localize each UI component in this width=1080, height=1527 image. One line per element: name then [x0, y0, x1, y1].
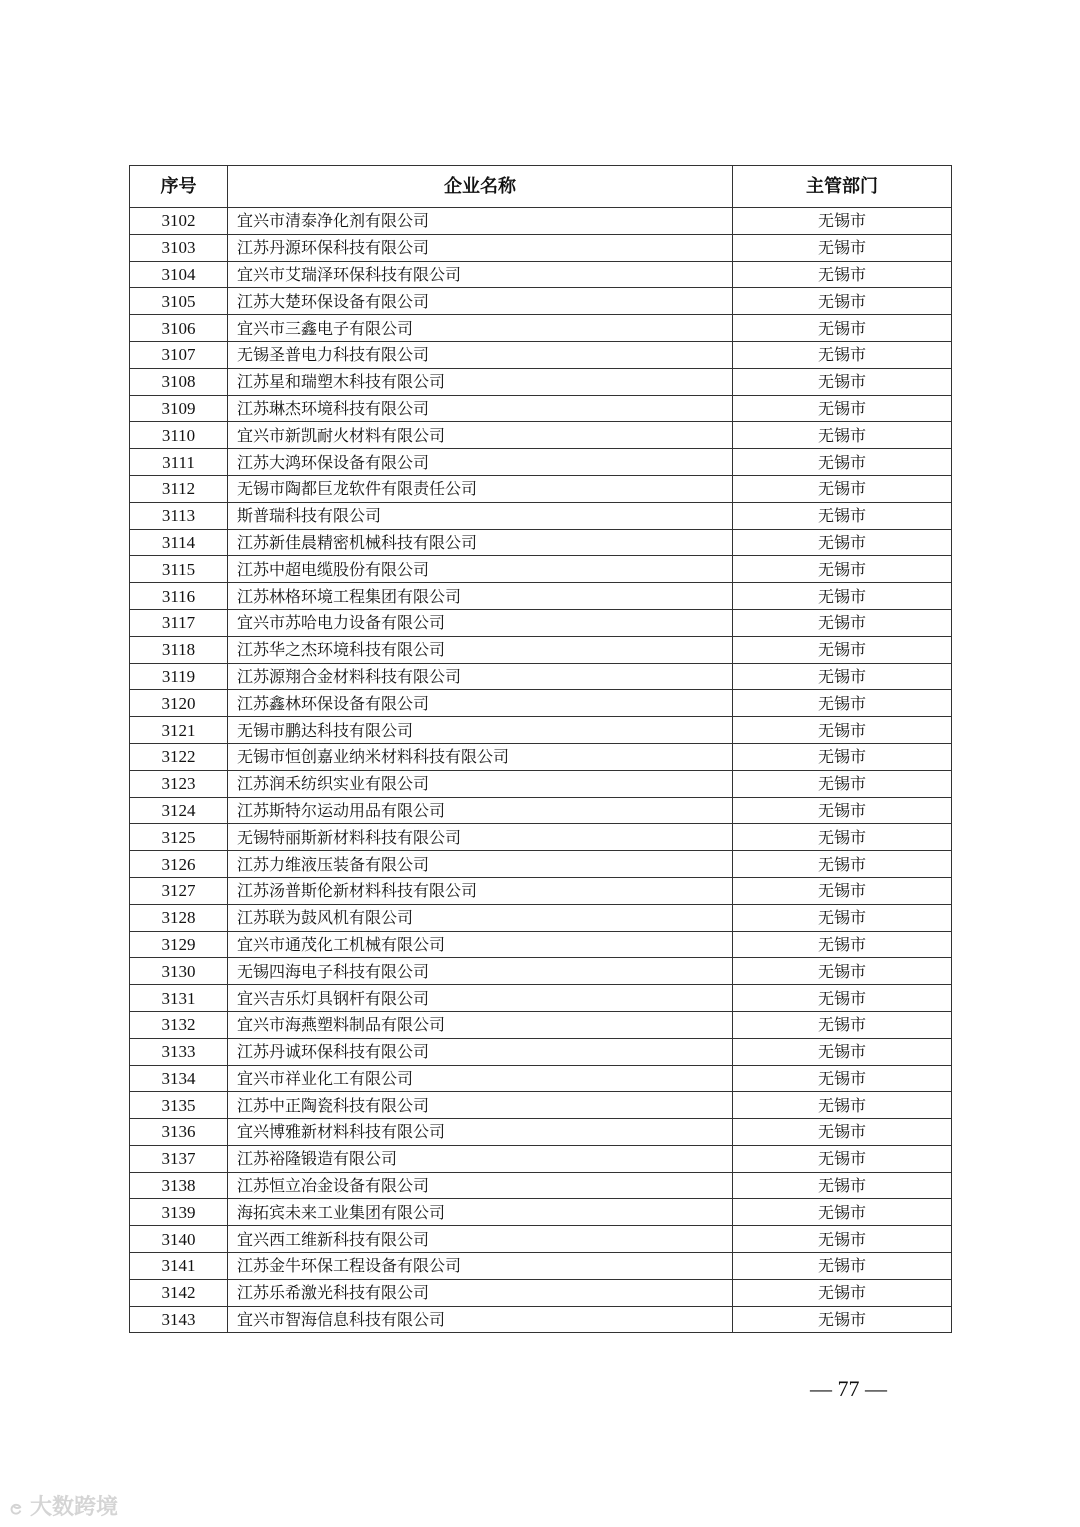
table-row: [130, 770, 952, 797]
department-cell: 无锡市: [733, 529, 952, 556]
company-name-cell: 无锡特丽斯新材料科技有限公司: [228, 824, 733, 851]
company-name-cell: 江苏琳杰环境科技有限公司: [228, 395, 733, 422]
serial-cell: 3140: [130, 1226, 228, 1253]
table-row: [130, 904, 952, 931]
department-cell: 无锡市: [733, 1065, 952, 1092]
serial-cell: 3126: [130, 851, 228, 878]
table-row: [130, 1253, 952, 1280]
company-name-cell: 无锡市鹏达科技有限公司: [228, 717, 733, 744]
department-cell: 无锡市: [733, 475, 952, 502]
serial-cell: 3122: [130, 743, 228, 770]
department-cell: 无锡市: [733, 663, 952, 690]
company-name-cell: 无锡市恒创嘉业纳米材料科技有限公司: [228, 743, 733, 770]
company-name-cell: 无锡圣普电力科技有限公司: [228, 341, 733, 368]
table-row: [130, 556, 952, 583]
serial-cell: 3138: [130, 1172, 228, 1199]
company-name-cell: 江苏丹诚环保科技有限公司: [228, 1038, 733, 1065]
department-cell: 无锡市: [733, 1038, 952, 1065]
company-name-cell: 江苏鑫林环保设备有限公司: [228, 690, 733, 717]
table-row: [130, 1011, 952, 1038]
company-name-cell: 江苏斯特尔运动用品有限公司: [228, 797, 733, 824]
department-cell: 无锡市: [733, 1011, 952, 1038]
department-cell: 无锡市: [733, 583, 952, 610]
table-row: [130, 958, 952, 985]
table-row: [130, 1199, 952, 1226]
department-cell: 无锡市: [733, 958, 952, 985]
table-row: [130, 931, 952, 958]
table-row: [130, 422, 952, 449]
table-row: [130, 315, 952, 342]
department-cell: 无锡市: [733, 609, 952, 636]
department-cell: 无锡市: [733, 449, 952, 476]
department-cell: 无锡市: [733, 208, 952, 235]
company-name-cell: 宜兴博雅新材料科技有限公司: [228, 1119, 733, 1146]
serial-cell: 3102: [130, 208, 228, 235]
department-cell: 无锡市: [733, 743, 952, 770]
header-company-name: 企业名称: [228, 166, 733, 208]
table-row: [130, 475, 952, 502]
department-cell: 无锡市: [733, 261, 952, 288]
table-row: [130, 1172, 952, 1199]
table-row: [130, 208, 952, 235]
company-name-cell: 江苏汤普斯伦新材料科技有限公司: [228, 877, 733, 904]
serial-cell: 3105: [130, 288, 228, 315]
department-cell: 无锡市: [733, 1253, 952, 1280]
company-name-cell: 江苏裕隆锻造有限公司: [228, 1145, 733, 1172]
department-cell: 无锡市: [733, 1145, 952, 1172]
department-cell: 无锡市: [733, 985, 952, 1012]
company-name-cell: 宜兴市祥业化工有限公司: [228, 1065, 733, 1092]
company-name-cell: 宜兴西工维新科技有限公司: [228, 1226, 733, 1253]
serial-cell: 3118: [130, 636, 228, 663]
table-row: [130, 1038, 952, 1065]
watermark-text: 大数跨境: [30, 1495, 119, 1520]
company-name-cell: 无锡四海电子科技有限公司: [228, 958, 733, 985]
department-cell: 无锡市: [733, 395, 952, 422]
table-row: [130, 1119, 952, 1146]
department-cell: 无锡市: [733, 502, 952, 529]
serial-cell: 3135: [130, 1092, 228, 1119]
table-row: [130, 341, 952, 368]
department-cell: 无锡市: [733, 1172, 952, 1199]
table-row: [130, 449, 952, 476]
table-row: [130, 502, 952, 529]
table-row: [130, 395, 952, 422]
department-cell: 无锡市: [733, 556, 952, 583]
serial-cell: 3114: [130, 529, 228, 556]
table-row: [130, 877, 952, 904]
company-name-cell: 江苏新佳晨精密机械科技有限公司: [228, 529, 733, 556]
department-cell: 无锡市: [733, 636, 952, 663]
serial-cell: 3124: [130, 797, 228, 824]
serial-cell: 3143: [130, 1306, 228, 1333]
company-name-cell: 江苏林格环境工程集团有限公司: [228, 583, 733, 610]
serial-cell: 3136: [130, 1119, 228, 1146]
enterprise-table: [129, 165, 952, 1333]
company-name-cell: 海拓宾未来工业集团有限公司: [228, 1199, 733, 1226]
serial-cell: 3109: [130, 395, 228, 422]
company-name-cell: 江苏大楚环保设备有限公司: [228, 288, 733, 315]
serial-cell: 3127: [130, 877, 228, 904]
table-row: [130, 609, 952, 636]
serial-cell: 3134: [130, 1065, 228, 1092]
serial-cell: 3120: [130, 690, 228, 717]
serial-cell: 3125: [130, 824, 228, 851]
company-name-cell: 江苏华之杰环境科技有限公司: [228, 636, 733, 663]
company-name-cell: 江苏丹源环保科技有限公司: [228, 234, 733, 261]
serial-cell: 3113: [130, 502, 228, 529]
table-row: [130, 663, 952, 690]
department-cell: 无锡市: [733, 1279, 952, 1306]
serial-cell: 3121: [130, 717, 228, 744]
department-cell: 无锡市: [733, 341, 952, 368]
header-department: 主管部门: [733, 166, 952, 208]
header-serial: 序号: [130, 166, 228, 208]
table-row: [130, 1065, 952, 1092]
company-name-cell: 宜兴市苏哈电力设备有限公司: [228, 609, 733, 636]
department-cell: 无锡市: [733, 770, 952, 797]
table-row: [130, 717, 952, 744]
company-name-cell: 宜兴市艾瑞泽环保科技有限公司: [228, 261, 733, 288]
serial-cell: 3116: [130, 583, 228, 610]
company-name-cell: 江苏联为鼓风机有限公司: [228, 904, 733, 931]
table-row: [130, 636, 952, 663]
page-number: — 77 —: [810, 1376, 887, 1401]
serial-cell: 3107: [130, 341, 228, 368]
department-cell: 无锡市: [733, 1306, 952, 1333]
table-row: [130, 1092, 952, 1119]
department-cell: 无锡市: [733, 315, 952, 342]
table-row: [130, 1226, 952, 1253]
department-cell: 无锡市: [733, 1092, 952, 1119]
company-name-cell: 宜兴市智海信息科技有限公司: [228, 1306, 733, 1333]
company-name-cell: 宜兴市新凯耐火材料有限公司: [228, 422, 733, 449]
serial-cell: 3130: [130, 958, 228, 985]
table-row: [130, 824, 952, 851]
company-name-cell: 江苏大鸿环保设备有限公司: [228, 449, 733, 476]
serial-cell: 3104: [130, 261, 228, 288]
department-cell: 无锡市: [733, 234, 952, 261]
company-name-cell: 斯普瑞科技有限公司: [228, 502, 733, 529]
serial-cell: 3131: [130, 985, 228, 1012]
table-row: [130, 797, 952, 824]
department-cell: 无锡市: [733, 1199, 952, 1226]
table-row: [130, 1145, 952, 1172]
table-row: [130, 743, 952, 770]
company-name-cell: 江苏润禾纺织实业有限公司: [228, 770, 733, 797]
company-name-cell: 江苏中正陶瓷科技有限公司: [228, 1092, 733, 1119]
department-cell: 无锡市: [733, 690, 952, 717]
company-name-cell: 无锡市陶都巨龙软件有限责任公司: [228, 475, 733, 502]
department-cell: 无锡市: [733, 717, 952, 744]
table-row: [130, 234, 952, 261]
table-row: [130, 690, 952, 717]
company-name-cell: 江苏中超电缆股份有限公司: [228, 556, 733, 583]
company-name-cell: 江苏恒立冶金设备有限公司: [228, 1172, 733, 1199]
department-cell: 无锡市: [733, 931, 952, 958]
serial-cell: 3103: [130, 234, 228, 261]
serial-cell: 3115: [130, 556, 228, 583]
serial-cell: 3117: [130, 609, 228, 636]
serial-cell: 3137: [130, 1145, 228, 1172]
table-row: [130, 1306, 952, 1333]
department-cell: 无锡市: [733, 851, 952, 878]
company-name-cell: 江苏星和瑞塑木科技有限公司: [228, 368, 733, 395]
watermark-logo: [10, 1490, 118, 1525]
table-row: [130, 261, 952, 288]
serial-cell: 3110: [130, 422, 228, 449]
company-name-cell: 宜兴市三鑫电子有限公司: [228, 315, 733, 342]
serial-cell: 3132: [130, 1011, 228, 1038]
serial-cell: 3123: [130, 770, 228, 797]
company-name-cell: 宜兴市通茂化工机械有限公司: [228, 931, 733, 958]
serial-cell: 3141: [130, 1253, 228, 1280]
company-name-cell: 江苏金牛环保工程设备有限公司: [228, 1253, 733, 1280]
company-name-cell: 宜兴吉乐灯具钢杆有限公司: [228, 985, 733, 1012]
serial-cell: 3139: [130, 1199, 228, 1226]
department-cell: 无锡市: [733, 904, 952, 931]
department-cell: 无锡市: [733, 877, 952, 904]
department-cell: 无锡市: [733, 1119, 952, 1146]
company-name-cell: 江苏乐希激光科技有限公司: [228, 1279, 733, 1306]
table-row: [130, 851, 952, 878]
company-name-cell: 宜兴市海燕塑料制品有限公司: [228, 1011, 733, 1038]
serial-cell: 3133: [130, 1038, 228, 1065]
serial-cell: 3112: [130, 475, 228, 502]
serial-cell: 3106: [130, 315, 228, 342]
table-row: [130, 1279, 952, 1306]
company-name-cell: 宜兴市清泰净化剂有限公司: [228, 208, 733, 235]
department-cell: 无锡市: [733, 1226, 952, 1253]
company-name-cell: 江苏力维液压装备有限公司: [228, 851, 733, 878]
serial-cell: 3108: [130, 368, 228, 395]
table-row: [130, 288, 952, 315]
department-cell: 无锡市: [733, 422, 952, 449]
company-name-cell: 江苏源翔合金材料科技有限公司: [228, 663, 733, 690]
department-cell: 无锡市: [733, 288, 952, 315]
serial-cell: 3142: [130, 1279, 228, 1306]
table-row: [130, 985, 952, 1012]
department-cell: 无锡市: [733, 824, 952, 851]
department-cell: 无锡市: [733, 368, 952, 395]
table-row: [130, 368, 952, 395]
table-header-row: [130, 166, 952, 208]
serial-cell: 3111: [130, 449, 228, 476]
watermark-icon: ၔ: [10, 1495, 23, 1520]
serial-cell: 3119: [130, 663, 228, 690]
table-row: [130, 529, 952, 556]
serial-cell: 3129: [130, 931, 228, 958]
department-cell: 无锡市: [733, 797, 952, 824]
table-row: [130, 583, 952, 610]
serial-cell: 3128: [130, 904, 228, 931]
